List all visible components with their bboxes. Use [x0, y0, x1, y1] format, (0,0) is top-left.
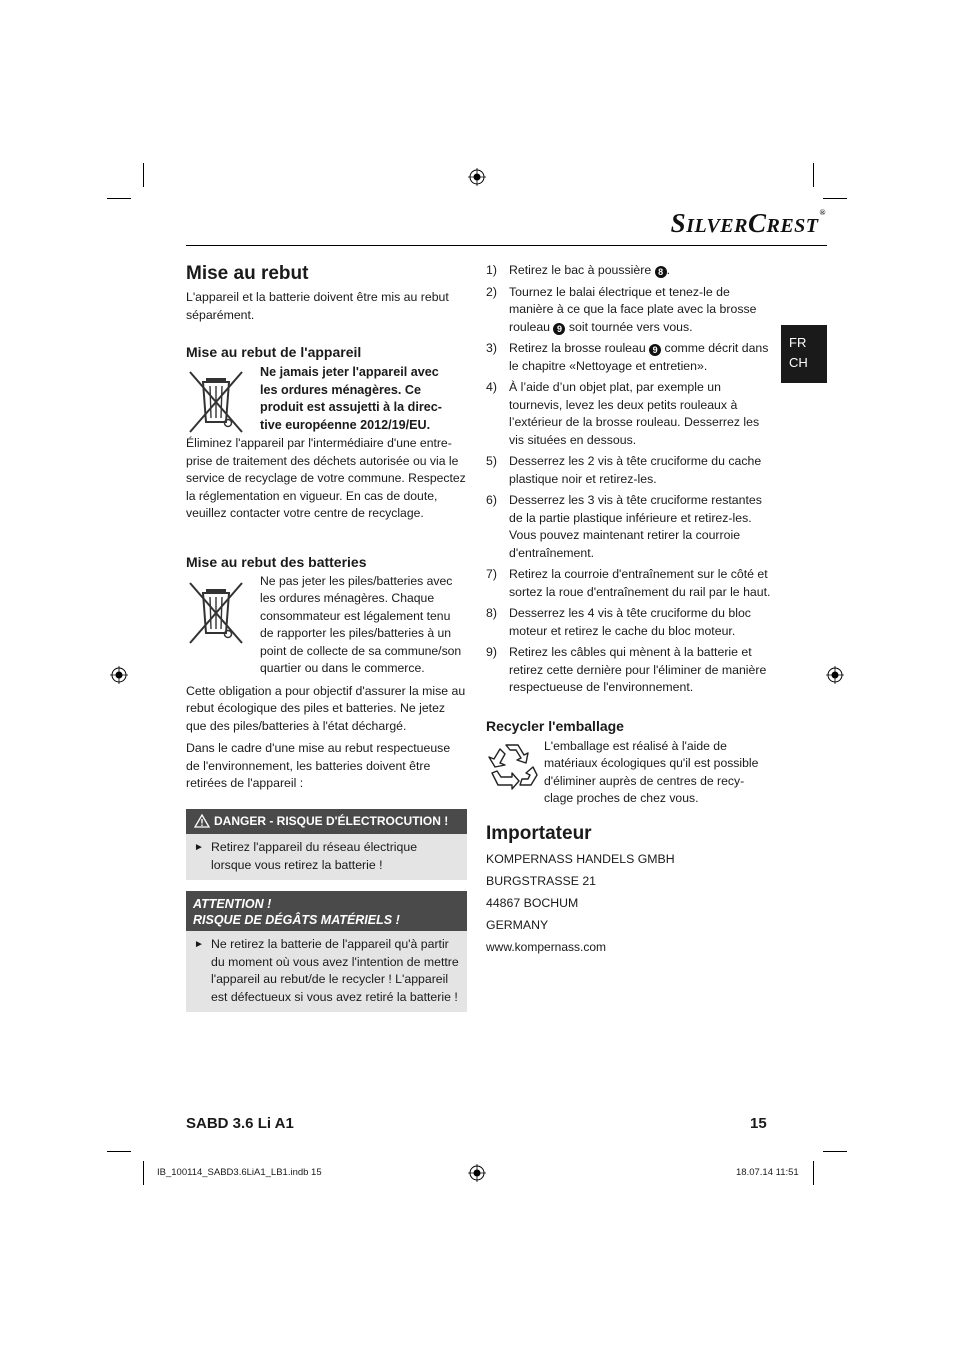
step-item [486, 644, 771, 697]
importer-title: Importateur [486, 822, 592, 844]
print-slug-date: 18.07.14 11:51 [736, 1167, 799, 1178]
appliance-disposal-line: service de recyclage de votre commune. Respectez [186, 471, 466, 485]
section-title: Mise au rebut [186, 263, 309, 284]
crop-mark [107, 1151, 131, 1152]
step-text [509, 644, 771, 697]
step-text-part: Desserrez les 4 vis à tête cruciforme du bloc moteur et retirez le cache du bloc moteur. [509, 606, 751, 638]
step-text [509, 340, 771, 375]
danger-title: DANGER - RISQUE D'ÉLECTROCUTION ! [214, 813, 449, 828]
step-text [509, 453, 771, 488]
attention-box-body [186, 931, 467, 1012]
attention-text: Ne retirez la batterie de l'appareil qu'à partir du moment où vous avez l'intention de mettre l'appareil au rebut/de le recycler ! L'appareil est défectueux si vous avez retiré la batterie ! [211, 937, 459, 1004]
page-number: 15 [750, 1115, 767, 1132]
step-number: 3) [486, 341, 497, 355]
battery-note-line: de rapporter les piles/batteries à un [260, 626, 452, 640]
appliance-disposal-line: Éliminez l'appareil par l'intermédiaire d'une entre- [186, 436, 452, 450]
step-text [509, 379, 771, 449]
appliance-warning-line: tive européenne 2012/19/EU. [260, 417, 431, 432]
step-text [509, 492, 771, 562]
brand-logo: SILVERCREST® [670, 208, 826, 238]
recycle-text-line: d'éliminer auprès de centres de recy- [544, 773, 745, 788]
appliance-disposal-line: veuillez contacter votre centre de recyclage. [186, 506, 424, 520]
importer-line: GERMANY [486, 917, 549, 932]
crop-mark [813, 163, 814, 187]
battery-disposal-heading: Mise au rebut des batteries [186, 553, 367, 570]
crop-mark [143, 163, 144, 187]
registration-mark-icon [826, 666, 844, 684]
battery-paragraph: Dans le cadre d'une mise au rebut respectueuse de l'environnement, les batteries doivent être retirées de l'appareil : [186, 741, 451, 790]
part-number-badge: 9 [553, 323, 565, 335]
danger-box [186, 809, 467, 881]
registration-mark-icon [468, 168, 486, 186]
bullet-arrow-icon: ► [194, 939, 204, 950]
importer-address [486, 848, 771, 958]
step-number: 6) [486, 493, 497, 507]
recycle-heading: Recycler l'emballage [486, 717, 624, 734]
battery-note-line: Ne pas jeter les piles/batteries avec [260, 573, 453, 588]
step-text [509, 284, 771, 337]
crop-mark [107, 198, 131, 199]
appliance-disposal-heading: Mise au rebut de l'appareil [186, 344, 362, 360]
crop-mark [813, 1161, 814, 1185]
step-text [509, 566, 771, 601]
step-item [486, 284, 771, 337]
registration-mark-icon [468, 1164, 486, 1182]
step-text-part: Tournez le balai électrique et tenez-le de manière à ce que la face plate avec la brosse rouleau [509, 284, 757, 334]
appliance-disposal-line: la réglementation en vigueur. En cas de doute, [186, 488, 438, 503]
appliance-warning-line: les ordures ménagères. Ce [260, 382, 421, 397]
danger-box-header [186, 809, 467, 835]
part-number-badge: 9 [649, 344, 661, 356]
step-text-part: Retirez la brosse rouleau [509, 341, 650, 355]
step-item [486, 492, 771, 562]
recycle-text-line: clage proches de chez vous. [544, 791, 699, 805]
importer-website: www.kompernass.com [486, 939, 607, 954]
step-text-part: soit tournée vers vous. [565, 319, 693, 334]
step-item [486, 453, 771, 488]
step-text-part: À l’aide d’un objet plat, par exemple un tournevis, levez les deux petits rouleaux à l’extérieur de la brosse rouleau. Desserrez les vis situées en dessous. [509, 380, 760, 447]
step-text-part: Desserrez les 3 vis à tête cruciforme restantes de la partie plastique inférieure et retirez-les. Vous pouvez maintenant retirer la courroie d'entraînement. [509, 493, 762, 560]
language-code: FR [789, 335, 807, 350]
language-code: CH [789, 355, 808, 370]
intro-text: L'appareil et la batterie doivent être mis au rebut séparément. [186, 290, 449, 322]
appliance-warning-line: Ne jamais jeter l'appareil avec [260, 365, 439, 379]
attention-box [186, 891, 467, 1012]
recycle-text-line: L'emballage est réalisé à l'aide de [544, 738, 727, 753]
step-item [486, 340, 771, 375]
step-item [486, 262, 771, 280]
appliance-disposal-line: prise de traitement des déchets autorisée ou via le [186, 453, 459, 468]
importer-line: KOMPERNASS HANDELS GMBH [486, 851, 675, 866]
crop-mark [823, 198, 847, 199]
step-number: 2) [486, 284, 497, 299]
battery-paragraph: Cette obligation a pour objectif d'assurer la mise au rebut écologique des piles et batteries. Ne jetez que des piles/batteries à l'état déchargé. [186, 683, 466, 733]
importer-line: 44867 BOCHUM [486, 895, 579, 910]
danger-box-body [186, 834, 467, 880]
header-rule [186, 245, 827, 246]
crop-mark [143, 1161, 144, 1185]
step-text [509, 605, 771, 640]
step-item [486, 566, 771, 601]
warning-triangle-icon [194, 814, 210, 828]
importer-line: BURGSTRASSE 21 [486, 873, 597, 888]
step-text-part: Retirez la courroie d'entraînement sur le côté et sortez la roue d'entraînement du rail par le haut. [509, 567, 771, 599]
step-item [486, 379, 771, 449]
step-text-part: Retirez le bac à poussière [509, 263, 655, 277]
step-text-part: comme décrit dans le chapitre «Nettoyage et entretien». [509, 341, 769, 373]
attention-title: ATTENTION ! [193, 897, 272, 911]
danger-text: Retirez l'appareil du réseau électrique lorsque vous retirez la batterie ! [211, 840, 418, 872]
recycle-text-line: matériaux écologiques qu'il est possible [544, 756, 759, 770]
recycle-block [486, 738, 771, 808]
step-number: 4) [486, 380, 497, 394]
crop-mark [823, 1151, 847, 1152]
step-number: 7) [486, 567, 497, 581]
bullet-arrow-icon: ► [194, 842, 204, 853]
step-text [509, 262, 670, 280]
step-text-part: Retirez les câbles qui mènent à la batterie et retirez cette dernière pour l'éliminer de manière respectueuse de l'environnement. [509, 645, 767, 694]
right-column [486, 262, 771, 958]
battery-note-line: point de collecte de sa commune/son [260, 643, 462, 658]
attention-box-header [186, 891, 467, 931]
print-slug-file: IB_100114_SABD3.6LiA1_LB1.indb 15 [157, 1167, 322, 1178]
battery-note-line: les ordures ménagères. Chaque [260, 591, 435, 605]
appliance-warning-line: produit est assujetti à la direc- [260, 400, 442, 414]
left-column [186, 262, 467, 1012]
step-text-part: Desserrez les 2 vis à tête cruciforme du cache plastique noir et retirez-les. [509, 454, 762, 486]
crossed-out-bin-icon [186, 370, 246, 434]
model-number: SABD 3.6 Li A1 [186, 1115, 294, 1132]
step-number: 1) [486, 263, 497, 277]
crossed-out-bin-icon [186, 581, 246, 645]
battery-note-line: consommateur est légalement tenu [260, 608, 451, 623]
disassembly-steps-list [486, 262, 771, 697]
battery-disposal-block [186, 573, 467, 678]
recycling-arrows-icon [486, 741, 540, 791]
step-item [486, 605, 771, 640]
step-number: 5) [486, 454, 497, 468]
language-tab [781, 325, 827, 383]
battery-note-line: quartier ou dans le commerce. [260, 661, 425, 675]
step-text-part: . [666, 263, 671, 277]
step-number: 8) [486, 606, 497, 620]
step-number: 9) [486, 645, 497, 659]
appliance-disposal-block [186, 364, 467, 523]
part-number-badge: 8 [655, 266, 667, 278]
attention-subtitle: RISQUE DE DÉGÂTS MATÉRIELS ! [193, 913, 400, 927]
registration-mark-icon [110, 666, 128, 684]
